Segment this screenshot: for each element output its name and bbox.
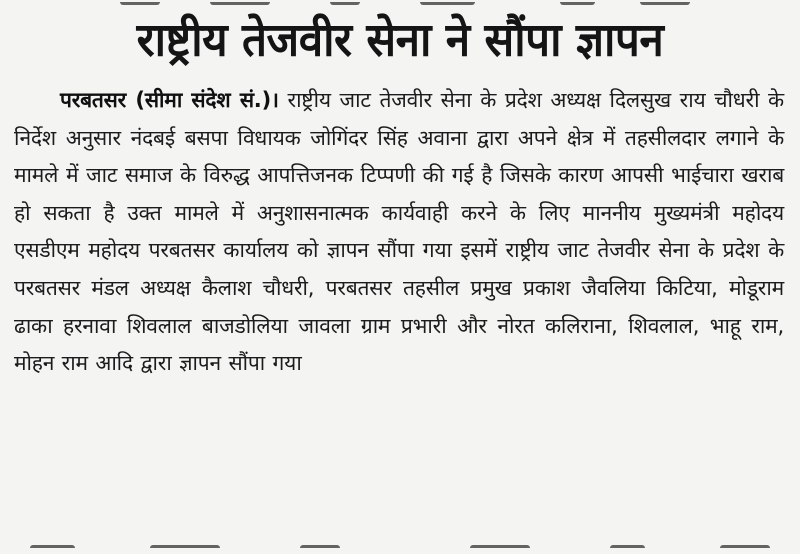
article-headline: राष्ट्रीय तेजवीर सेना ने सौंपा ज्ञापन (136, 13, 664, 68)
article-dateline: परबतसर (सीमा संदेश सं.)। (60, 88, 279, 112)
article-body (14, 82, 784, 383)
clipped-next-text (0, 544, 800, 554)
article-text: राष्ट्रीय जाट तेजवीर सेना के प्रदेश अध्यक्ष दिलसुख राय चौधरी के निर्देश अनुसार नंदबई बसपा विधायक जोगिंदर सिंह अवाना द्वारा अपने क्षेत्र में तहसीलदार लगाने के मामले में जाट समाज के विरुद्ध आपत्तिजनक टिप्पणी की गई है जिसके कारण आपसी भाईचारा खराब हो सकता है उक्त मामले में अनुशासनात्मक कार्यवाही करने के लिए माननीय मुख्यमंत्री महोदय एसडीएम महोदय परबतसर कार्यालय को ज्ञापन सौंपा गया इसमें राष्ट्रीय जाट तेजवीर सेना के प्रदेश के परबतसर मंडल अध्यक्ष कैलाश चौधरी, परबतसर तहसील प्रमुख प्रकाश जैवलिया किटिया, मोडूराम ढाका हरनावा शिवलाल बाजडोलिया जावला ग्राम प्रभारी और नोरत कलिराना, शिवलाल, भाहू राम, मोहन राम आदि द्वारा ज्ञापन सौंपा गया (14, 88, 784, 376)
